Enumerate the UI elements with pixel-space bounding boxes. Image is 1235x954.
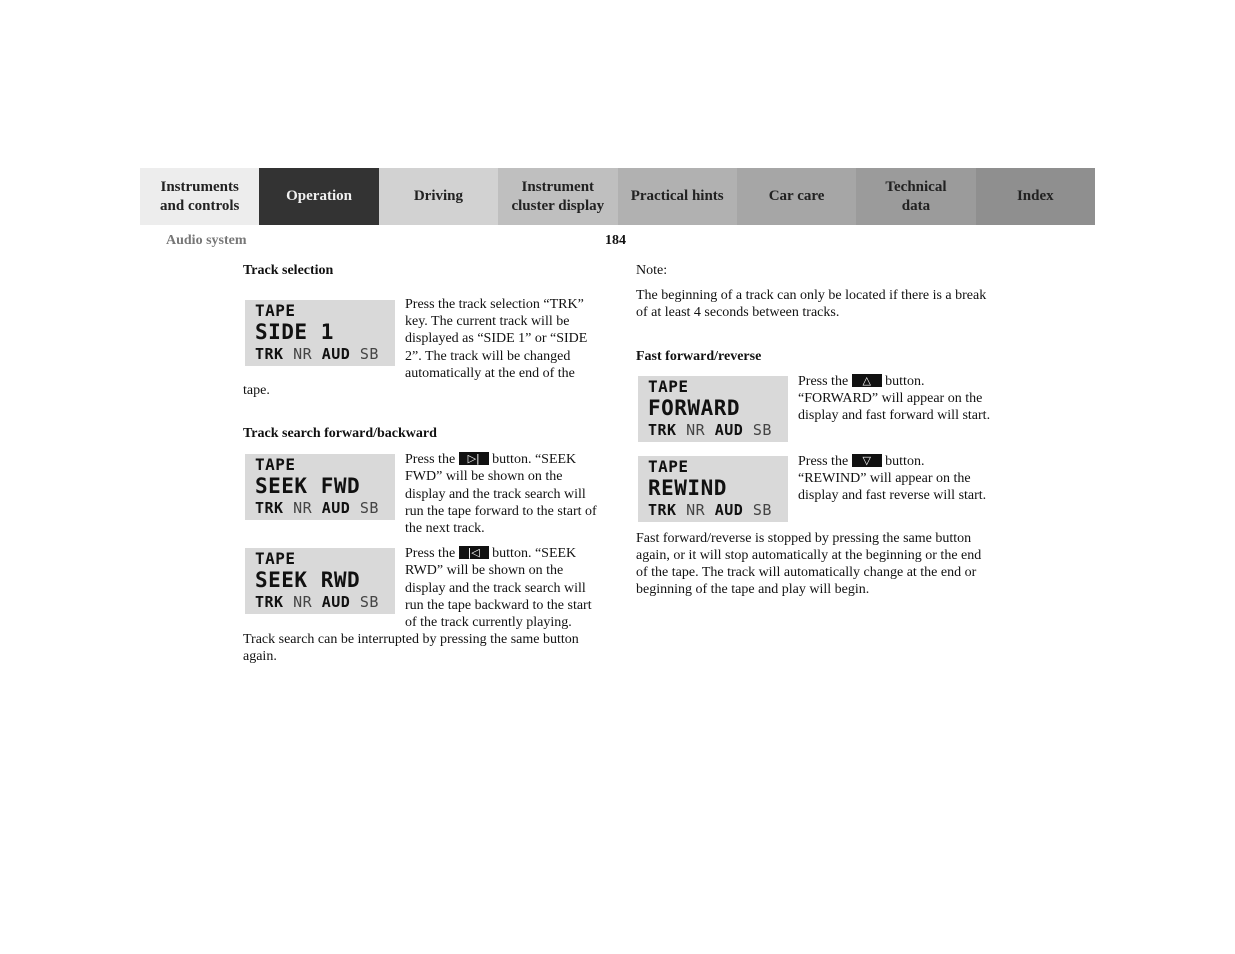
tab-operation[interactable]: Operation xyxy=(259,168,378,225)
lcd-sb: SB xyxy=(752,420,772,439)
fast-forward-icon: △ xyxy=(852,374,882,387)
left-column xyxy=(243,262,601,666)
rewind-icon: ▽ xyxy=(852,454,882,467)
lcd-nr: NR xyxy=(293,499,313,518)
lcd-trk: TRK xyxy=(255,499,284,518)
lcd-line-2: SEEK RWD xyxy=(255,568,361,593)
track-search-heading: Track search forward/backward xyxy=(243,426,437,442)
rewind-block xyxy=(636,453,994,526)
skip-forward-icon: ▷| xyxy=(459,452,489,465)
lcd-nr: NR xyxy=(686,420,706,439)
tab-instruments-and-controls[interactable]: Instruments and controls xyxy=(140,168,259,225)
stop-text: Fast forward/reverse is stopped by pressing the same button again, or it will stop automatically at the beginning or the end of the tape. The track will automatically change at the end or beginning of the tape and play will begin. xyxy=(636,530,982,598)
lcd-sb: SB xyxy=(359,593,379,612)
tab-technical-data[interactable]: Technical data xyxy=(856,168,975,225)
lcd-sb: SB xyxy=(359,499,379,518)
track-selection-text: Press the track selection “TRK” key. The current track will be displayed as “SIDE 1” or “SIDE 2”. The track will be changed automatically at the end of the tape. xyxy=(243,297,588,399)
lcd-line-3 xyxy=(648,500,788,520)
track-selection-heading: Track selection xyxy=(243,263,334,278)
lcd-nr: NR xyxy=(293,593,313,612)
lcd-sb: SB xyxy=(752,500,772,519)
forward-post: button. “FORWARD” will appear on the display and fast forward will start. xyxy=(798,373,991,424)
lcd-aud: AUD xyxy=(321,345,351,363)
lcd-aud: AUD xyxy=(714,420,744,439)
seek-rwd-block xyxy=(243,545,601,665)
lcd-display-seek-fwd xyxy=(245,454,395,520)
lcd-trk: TRK xyxy=(255,593,284,612)
track-selection-block xyxy=(243,296,601,399)
tab-driving[interactable]: Driving xyxy=(379,168,498,225)
lcd-line-3 xyxy=(255,344,395,364)
tab-practical-hints[interactable]: Practical hints xyxy=(618,168,737,225)
lcd-aud: AUD xyxy=(321,499,351,518)
lcd-line-1: TAPE xyxy=(255,549,296,569)
lcd-line-2: SEEK FWD xyxy=(255,474,361,499)
note-label: Note: xyxy=(636,263,668,278)
lcd-aud: AUD xyxy=(321,593,351,612)
forward-block xyxy=(636,373,994,446)
page-number: 184 xyxy=(605,233,626,248)
lcd-line-2: FORWARD xyxy=(648,395,741,420)
seek-fwd-post: button. “SEEK FWD” will be shown on the display and the track search will run the tape forward to the start of the next track. xyxy=(405,452,597,537)
lcd-aud: AUD xyxy=(714,500,744,519)
lcd-display-forward xyxy=(638,376,788,442)
forward-pre: Press the xyxy=(798,373,849,389)
lcd-display-rewind xyxy=(638,456,788,522)
lcd-trk: TRK xyxy=(255,345,284,363)
seek-fwd-pre: Press the xyxy=(405,452,456,468)
lcd-trk: TRK xyxy=(648,420,677,439)
lcd-line-1: TAPE xyxy=(255,455,296,475)
rewind-pre: Press the xyxy=(798,453,849,469)
note-text: The beginning of a track can only be located if there is a break of at least 4 seconds between tracks. xyxy=(636,288,987,321)
seek-rwd-post: button. “SEEK RWD” will be shown on the display and the track search will run the tape backward to the start of the track currently playing. Track search can be interrupted by pressing the same button again. xyxy=(243,546,592,665)
lcd-line-1: TAPE xyxy=(648,456,689,476)
tab-index[interactable]: Index xyxy=(976,168,1095,225)
lcd-line-2: SIDE 1 xyxy=(255,320,334,344)
lcd-nr: NR xyxy=(293,345,313,363)
lcd-line-3 xyxy=(648,420,788,440)
chapter-tab-bar xyxy=(140,168,1095,225)
seek-fwd-block xyxy=(243,451,601,537)
section-title: Audio system xyxy=(166,233,247,248)
seek-rwd-pre: Press the xyxy=(405,546,456,562)
tab-car-care[interactable]: Car care xyxy=(737,168,856,225)
skip-back-icon: |◁ xyxy=(459,546,489,559)
lcd-line-2: REWIND xyxy=(648,475,727,500)
lcd-line-3 xyxy=(255,498,395,518)
lcd-nr: NR xyxy=(686,500,706,519)
lcd-line-1: TAPE xyxy=(255,301,296,320)
rewind-post: button. “REWIND” will appear on the display and fast reverse will start. xyxy=(798,453,987,504)
lcd-display-seek-rwd xyxy=(245,548,395,614)
lcd-line-1: TAPE xyxy=(648,376,689,396)
fast-forward-reverse-heading: Fast forward/reverse xyxy=(636,348,762,364)
lcd-trk: TRK xyxy=(648,500,677,519)
tab-instrument-cluster-display[interactable]: Instrument cluster display xyxy=(498,168,617,225)
right-column xyxy=(636,262,994,598)
lcd-sb: SB xyxy=(359,345,379,363)
lcd-display-side1 xyxy=(245,300,395,366)
lcd-line-3 xyxy=(255,592,395,612)
